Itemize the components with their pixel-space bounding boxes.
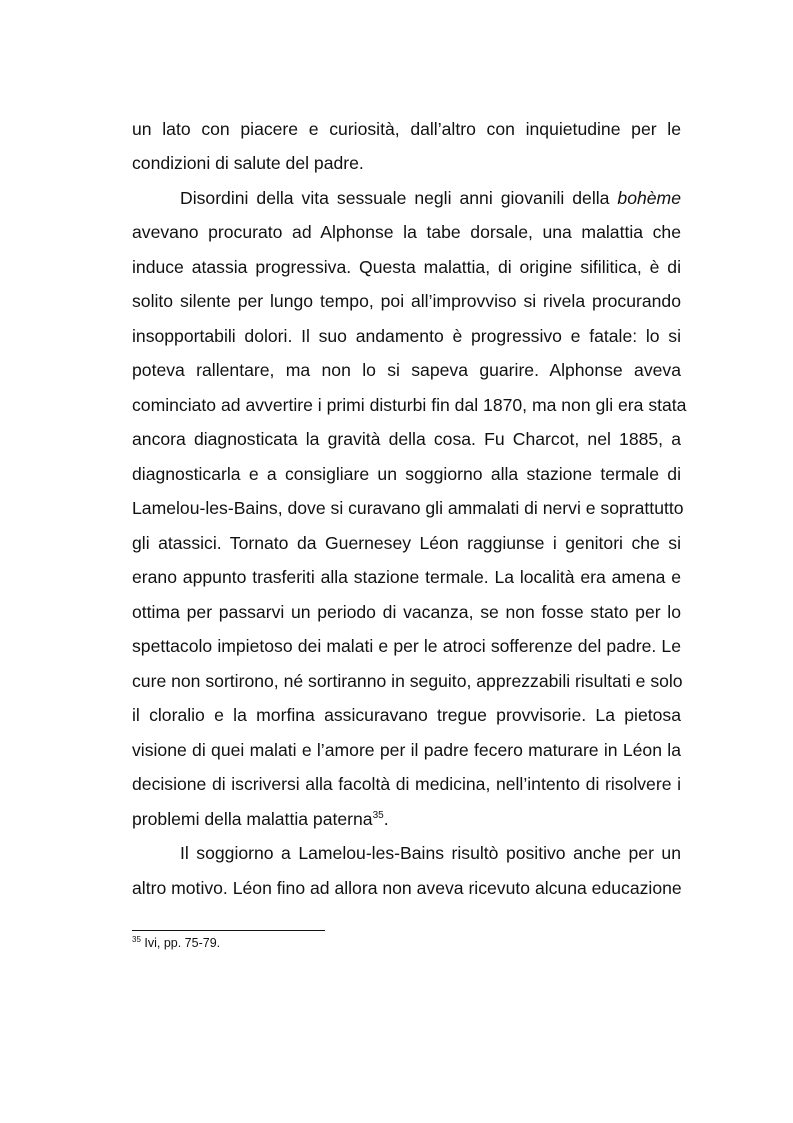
text-span: . [383,809,389,829]
footnote-text: Ivi, pp. 75-79. [140,936,221,950]
text-line: erano appunto trasferiti alla stazione termale. La località era amena e [132,567,681,587]
text-line: poteva rallentare, ma non lo si sapeva guarire. Alphonse aveva [132,360,681,380]
text-line: condizioni di salute del padre. [132,153,364,173]
paragraph-start-line: Il soggiorno a Lamelou-les-Bains risultò positivo anche per un [180,843,681,863]
text-line: induce atassia progressiva. Questa malattia, di origine sifilitica, è di [132,257,681,277]
paragraph-start-line [180,187,681,209]
text-span: Disordini della vita sessuale negli anni giovanili della [180,188,618,208]
text-line [132,808,681,830]
footnote [132,935,220,951]
text-line: ancora diagnosticata la gravità della cosa. Fu Charcot, nel 1885, a [132,429,681,449]
text-line: cominciato ad avvertire i primi disturbi fin dal 1870, ma non gli era stata [132,395,687,415]
text-line: insopportabili dolori. Il suo andamento è progressivo e fatale: lo si [132,326,681,346]
footnote-number: 35 [132,935,141,944]
text-line: un lato con piacere e curiosità, dall’altro con inquietudine per le [132,119,681,139]
text-line: solito silente per lungo tempo, poi all’improvviso si rivela procurando [132,291,681,311]
text-line: Lamelou-les-Bains, dove si curavano gli ammalati di nervi e soprattutto [132,498,684,518]
text-line: decisione di iscriversi alla facoltà di medicina, nell’intento di risolvere i [132,774,681,794]
text-line: spettacolo impietoso dei malati e per le atroci sofferenze del padre. Le [132,636,681,656]
text-line: cure non sortirono, né sortiranno in seguito, apprezzabili risultati e solo [132,671,683,691]
footnote-ref[interactable]: 35 [372,810,384,821]
text-line: il cloralio e la morfina assicuravano tregue provvisorie. La pietosa [132,705,681,725]
text-line: altro motivo. Léon fino ad allora non aveva ricevuto alcuna educazione [132,878,682,898]
text-line: visione di quei malati e l’amore per il padre fecero maturare in Léon la [132,740,681,760]
footnote-separator [132,930,325,931]
italic-term: bohème [617,188,681,208]
text-span: problemi della malattia paterna [132,809,373,829]
text-line: gli atassici. Tornato da Guernesey Léon raggiunse i genitori che si [132,533,681,553]
text-line: ottima per passarvi un periodo di vacanza, se non fosse stato per lo [132,602,681,622]
text-line: avevano procurato ad Alphonse la tabe dorsale, una malattia che [132,222,681,242]
text-line: diagnosticarla e a consigliare un soggiorno alla stazione termale di [132,464,681,484]
